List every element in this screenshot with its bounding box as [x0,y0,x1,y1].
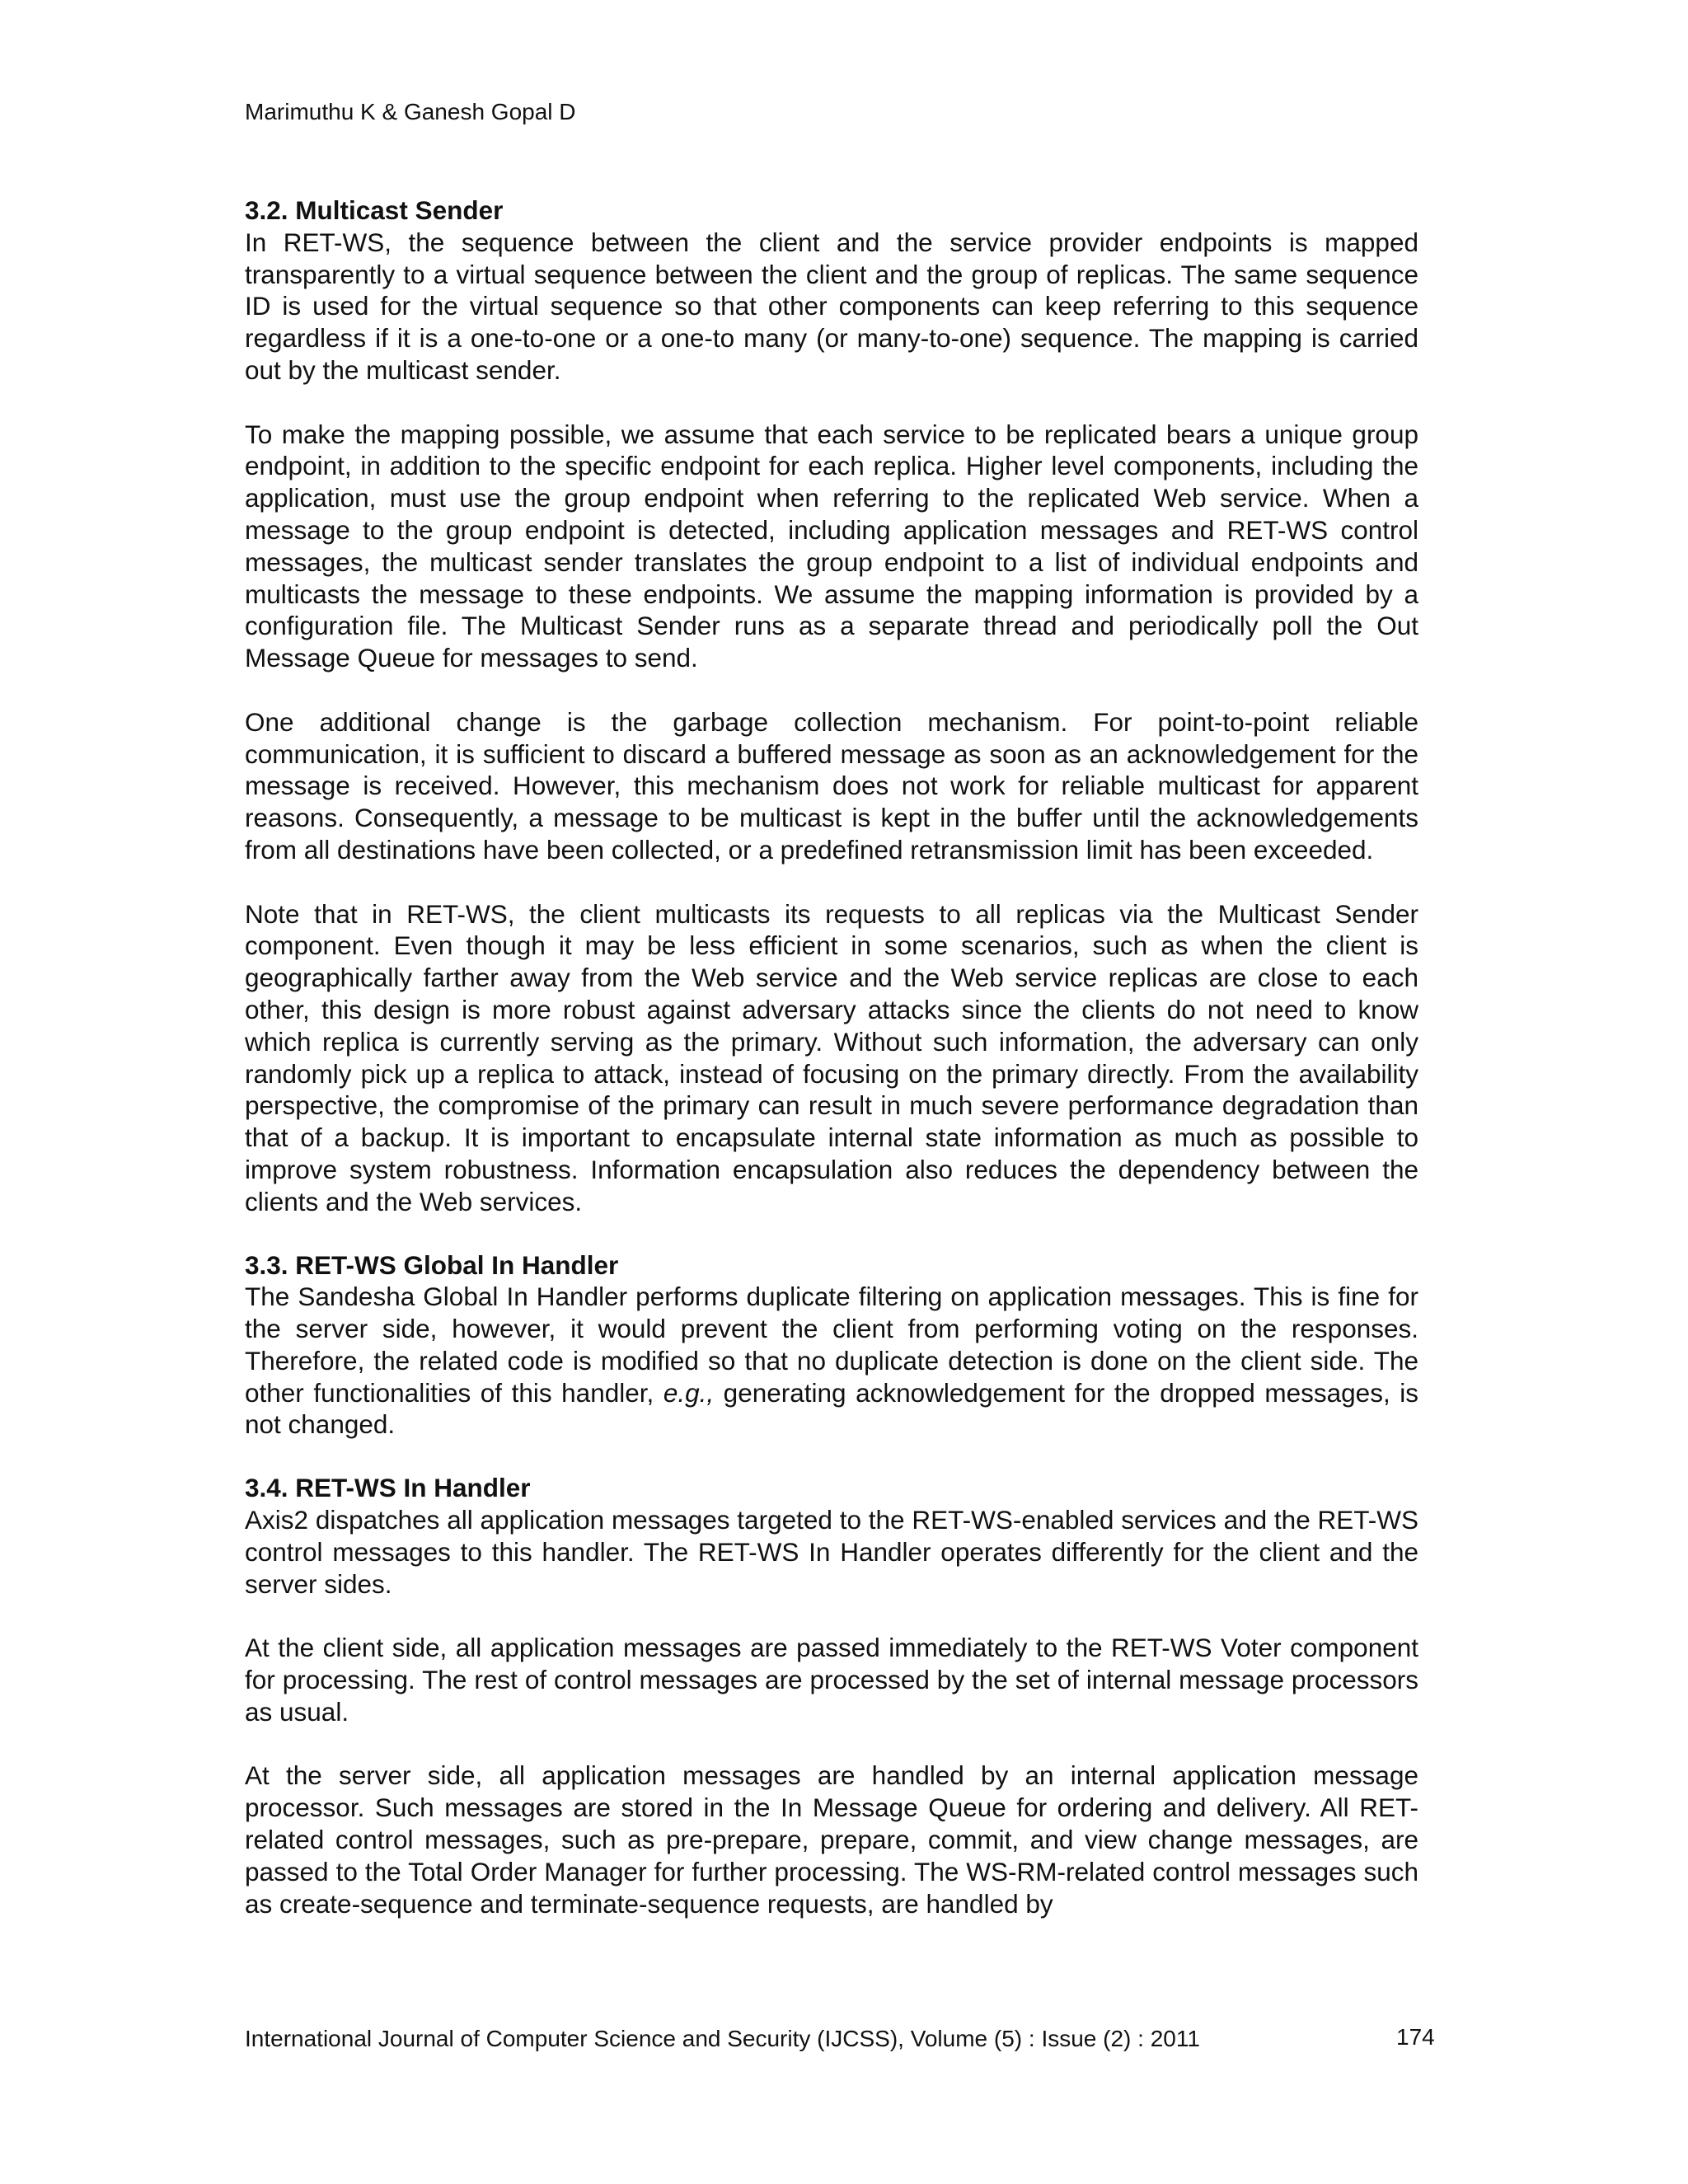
paragraph: To make the mapping possible, we assume that each service to be replicated bears a unique group endpoint, in addition to the specific endpoint for each replica. Higher level components, including the application, must use the group endpoint when referring to the replicated Web service. When a message to the group endpoint is detected, including application messages and RET-WS control messages, the multicast sender translates the group endpoint to a list of individual endpoints and multicasts the message to these endpoints. We assume the mapping information is provided by a configuration file. The Multicast Sender runs as a separate thread and periodically poll the Out Message Queue for messages to send. [245,419,1418,673]
paragraph: At the client side, all application messages are passed immediately to the RET-WS Voter component for processing. The rest of control messages are processed by the set of internal message processors as usual. [245,1633,1418,1727]
paragraph [245,1281,1418,1441]
journal-citation: International Journal of Computer Science and Security (IJCSS), Volume (5) : Issue (2) : 2011 [245,2026,1200,2051]
page-number: 174 [1396,2024,1435,2050]
paragraph: In RET-WS, the sequence between the client and the service provider endpoints is mapped transparently to a virtual sequence between the client and the group of replicas. The same sequence ID is used for the virtual sequence so that other components can keep referring to this sequence regardless if it is a one-to-one or a one-to many (or many-to-one) sequence. The mapping is carried out by the multicast sender. [245,227,1418,385]
paragraph-text: generating acknowledgement for the dropped messages, is not changed. [245,1377,1418,1440]
paragraph: Note that in RET-WS, the client multicasts its requests to all replicas via the Multicast Sender component. Even though it may be less efficient in some scenarios, such as when the client is geographically farther away from the Web service and the Web service replicas are close to each other, this design is more robust against adversary attacks since the clients do not need to know which replica is currently serving as the primary. Without such information, the adversary can only randomly pick up a replica to attack, instead of focusing on the primary directly. From the availability perspective, the compromise of the primary can result in much severe performance degradation than that of a backup. It is important to encapsulate internal state information as much as possible to improve system robustness. Information encapsulation also reduces the dependency between the clients and the Web services. [245,898,1418,1216]
section-multicast-sender [245,194,1418,1218]
paragraph: At the server side, all application messages are handled by an internal application message processor. Such messages are stored in the In Message Queue for ordering and delivery. All RET-related control messages, such as pre-prepare, prepare, commit, and view change messages, are passed to the Total Order Manager for further processing. The WS-RM-related control messages such as create-sequence and terminate-sequence requests, are handled by [245,1760,1418,1919]
paragraph: Axis2 dispatches all application messages targeted to the RET-WS-enabled services and the RET-WS control messages to this handler. The RET-WS In Handler operates differently for the client and the server sides. [245,1505,1418,1599]
paragraph: One additional change is the garbage collection mechanism. For point-to-point reliable communication, it is sufficient to discard a buffered message as soon as an acknowledgement for the message is received. However, this mechanism does not work for reliable multicast for apparent reasons. Consequently, a message to be multicast is kept in the buffer until the acknowledgements from all destinations have been collected, or a predefined retransmission limit has been exceeded. [245,706,1418,865]
running-header: Marimuthu K & Ganesh Gopal D [245,99,576,124]
section-title: 3.4. RET-WS In Handler [245,1473,531,1503]
section-title: 3.3. RET-WS Global In Handler [245,1249,619,1280]
emphasis-text: e.g., [663,1377,715,1408]
paragraph-text: The Sandesha Global In Handler performs duplicate filtering on application messages. This is fine for the server side, however, it would prevent the client from performing voting on the responses. Therefore, the related code is modified so that no duplicate detection is done on the client side. The other functionalities of this handler, [245,1282,1418,1408]
section-in-handler [245,1472,1418,1919]
section-title: 3.2. Multicast Sender [245,195,504,225]
section-global-in-handler [245,1249,1418,1441]
page-body [245,194,1418,1951]
